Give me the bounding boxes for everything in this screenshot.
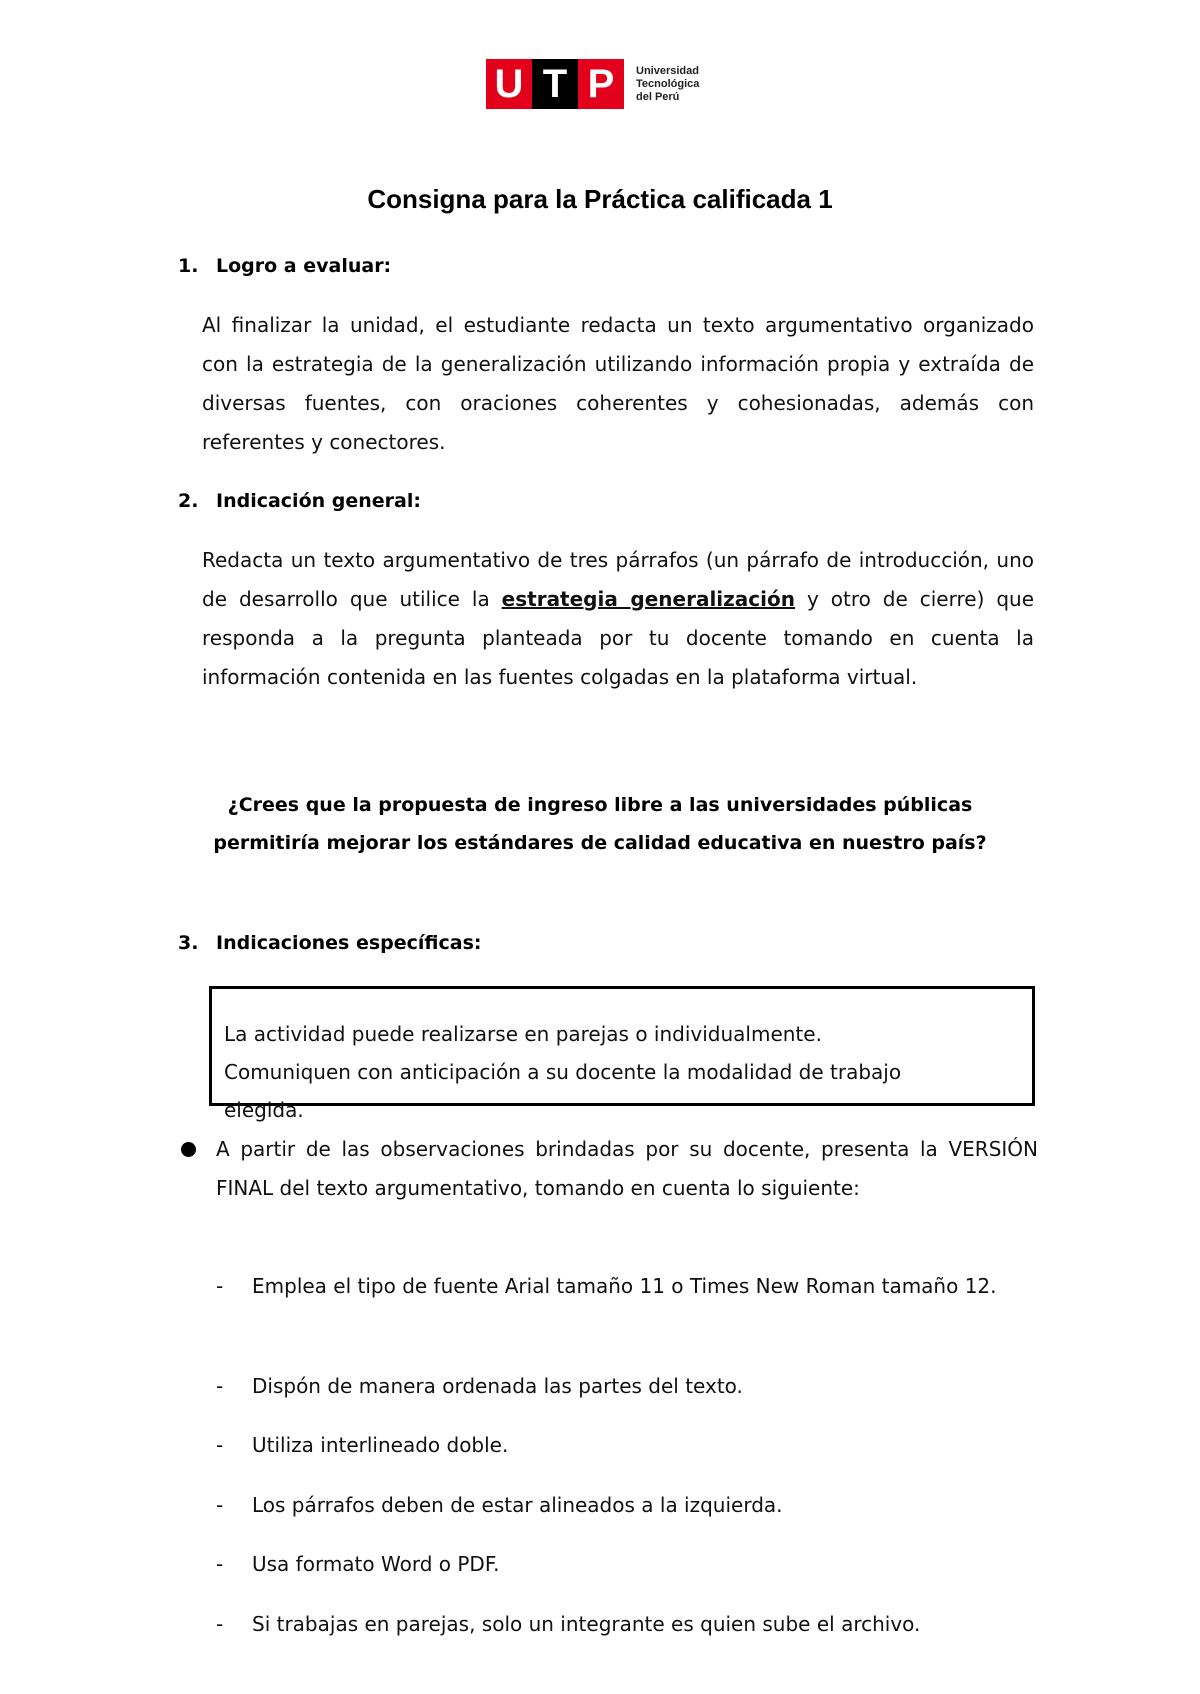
list-item-text: Emplea el tipo de fuente Arial tamaño 11 o Times New Roman tamaño 12. bbox=[252, 1274, 997, 1298]
list-item-text: Dispón de manera ordenada las partes del texto. bbox=[252, 1374, 743, 1398]
list-item-text: Usa formato Word o PDF. bbox=[252, 1552, 500, 1576]
section-heading-text: Indicaciones específicas: bbox=[216, 932, 482, 954]
list-item bbox=[216, 1367, 1038, 1406]
note-line: elegida. bbox=[224, 1098, 304, 1122]
note-line: Comuniquen con anticipación a su docente la modalidad de trabajo bbox=[224, 1060, 902, 1084]
dash-marker: - bbox=[216, 1493, 224, 1517]
dash-marker: - bbox=[216, 1374, 224, 1398]
logo-text-line: del Perú bbox=[636, 90, 680, 103]
logo-text-line: Universidad bbox=[636, 64, 699, 77]
list-item bbox=[216, 1267, 1038, 1306]
section-2-paragraph bbox=[202, 541, 1034, 697]
list-item bbox=[216, 1605, 1038, 1644]
bullet-icon bbox=[181, 1142, 196, 1157]
logo-letter-blocks bbox=[486, 59, 624, 109]
utp-logo bbox=[486, 59, 699, 109]
question-line: ¿Crees que la propuesta de ingreso libre a las universidades públicas bbox=[227, 794, 973, 816]
list-item bbox=[216, 1486, 1038, 1525]
document-title: Consigna para la Práctica calificada 1 bbox=[367, 184, 833, 214]
logo-letter-t: T bbox=[532, 59, 578, 109]
dash-marker: - bbox=[216, 1552, 224, 1576]
note-line: La actividad puede realizarse en parejas o individualmente. bbox=[224, 1022, 822, 1046]
emphasis-text: estrategia generalización bbox=[501, 587, 795, 611]
logo-text-line: Tecnológica bbox=[636, 77, 700, 90]
section-heading-3 bbox=[178, 931, 482, 955]
section-number: 2. bbox=[178, 490, 199, 512]
logo-letter-p: P bbox=[578, 59, 624, 109]
dash-marker: - bbox=[216, 1433, 224, 1457]
paragraph-text: y otro de cierre) que responda a la pregunta planteada por tu docente tomando en cuenta la información contenida en las fuentes colgadas en la plataforma virtual. bbox=[202, 587, 1034, 689]
section-number: 3. bbox=[178, 932, 199, 954]
dash-marker: - bbox=[216, 1274, 224, 1298]
list-item-text: Si trabajas en parejas, solo un integrante es quien sube el archivo. bbox=[252, 1612, 921, 1636]
list-item bbox=[216, 1426, 1038, 1465]
question-line: permitiría mejorar los estándares de calidad educativa en nuestro país? bbox=[213, 832, 987, 854]
guiding-question bbox=[0, 786, 1200, 862]
section-1-paragraph: Al finalizar la unidad, el estudiante redacta un texto argumentativo organizado con la estrategia de la generalización utilizando información propia y extraída de diversas fuentes, con oraciones coherentes y cohesionadas, además con referentes y conectores. bbox=[202, 313, 1034, 454]
section-heading-1 bbox=[178, 254, 391, 278]
section-heading-2 bbox=[178, 489, 421, 513]
list-item-text: Utiliza interlineado doble. bbox=[252, 1433, 509, 1457]
section-number: 1. bbox=[178, 255, 199, 277]
modality-note-box bbox=[209, 986, 1035, 1122]
list-item-text: Los párrafos deben de estar alineados a la izquierda. bbox=[252, 1493, 783, 1517]
logo-letter-u: U bbox=[486, 59, 532, 109]
logo-wordmark bbox=[636, 65, 699, 104]
dash-marker: - bbox=[216, 1612, 224, 1636]
section-heading-text: Logro a evaluar: bbox=[216, 255, 392, 277]
paragraph-text: Redacta un texto argumentativo de tres párrafos (un párrafo de introducción, uno de desarrollo que utilice la bbox=[202, 548, 1034, 611]
section-heading-text: Indicación general: bbox=[216, 490, 421, 512]
bullet-item: A partir de las observaciones brindadas por su docente, presenta la VERSIÓN FINAL del texto argumentativo, tomando en cuenta lo siguiente: bbox=[216, 1137, 1038, 1200]
list-item bbox=[216, 1545, 1038, 1584]
